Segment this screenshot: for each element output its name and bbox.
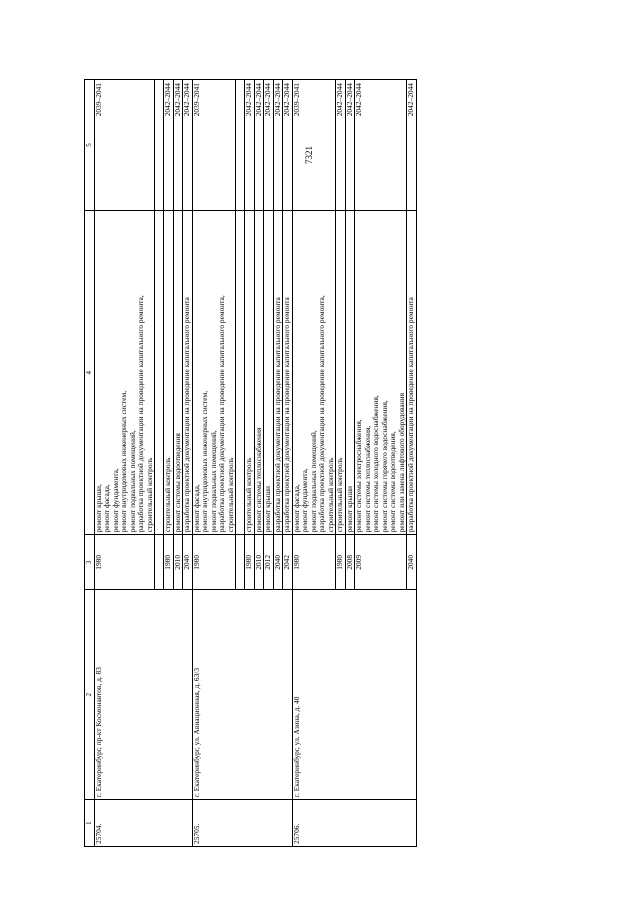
row-work: ремонт крыши, ремонт фасада, ремонт фундамента, ремонт внутридомовых инженерных систем, ремонт подвальных помещений, разработка проектной документации на проведение капитального ремонта, строительный контроль <box>94 211 155 535</box>
row-work: ремонт системы водоотведения <box>173 211 183 535</box>
row-period: 2042–2044 <box>254 80 264 211</box>
row-year: 1980 <box>192 535 236 590</box>
row-year: 2010 <box>173 535 183 590</box>
block-id: 25704. <box>94 800 192 847</box>
row-period: 2042–2044 <box>355 80 407 211</box>
row-year: 2040 <box>183 535 193 590</box>
header-cell: 2 <box>85 590 95 800</box>
header-row <box>85 80 95 847</box>
row-period: 2039–2041 <box>94 80 155 211</box>
row-work: разработка проектной документации на проведение капитального ремонта <box>273 211 283 535</box>
row-period: 2042–2044 <box>407 80 417 211</box>
row-work: строительный контроль <box>336 211 346 535</box>
row-period: 2042–2044 <box>245 80 255 211</box>
table-row <box>94 80 155 847</box>
row-period: 2042–2044 <box>183 80 193 211</box>
row-work: ремонт системы электроснабжения, ремонт системы теплоснабжения, ремонт системы холодного водоснабжения, ремонт системы горячего водоснабжения, ремонт системы водоотведения, ремонт или замена лифтового оборудования <box>355 211 407 535</box>
row-period: 2039–2041 <box>192 80 236 211</box>
row-year: 2010 <box>254 535 264 590</box>
row-work: ремонт фасада, ремонт внутридомовых инженерных систем, ремонт подвальных помещений, разработка проектной документации на проведение капитального ремонта, строительный контроль <box>192 211 236 535</box>
header-cell: 5 <box>85 80 95 211</box>
block-address: г. Екатеринбург, пр-кт Космонавтов, д. 83 <box>94 590 192 800</box>
row-period: 2042–2044 <box>273 80 283 211</box>
table-row <box>192 80 236 847</box>
row-period: 2042–2044 <box>264 80 274 211</box>
row-work: строительный контроль <box>245 211 255 535</box>
row-year: 2040 <box>273 535 283 590</box>
row-year: 1980 <box>245 535 255 590</box>
row-work: разработка проектной документации на проведение капитального ремонта <box>407 211 417 535</box>
row-work: ремонт системы теплоснабжения <box>254 211 264 535</box>
row-year: 1980 <box>336 535 346 590</box>
table-row <box>292 80 336 847</box>
block-id: 25705. <box>192 800 292 847</box>
header-cell: 4 <box>85 211 95 535</box>
row-period: 2042–2044 <box>173 80 183 211</box>
row-year: 2040 <box>407 535 417 590</box>
rotated-page-content <box>84 79 586 847</box>
row-work: ремонт фасада, ремонт фундамента, ремонт подвальных помещений, разработка проектной документации на проведение капитального ремонта, строительный контроль <box>292 211 336 535</box>
row-year: 2008 <box>345 535 355 590</box>
table-body <box>94 80 416 847</box>
row-period: 2039–2041 <box>292 80 336 211</box>
row-period: 2042–2044 <box>336 80 346 211</box>
page-number: 7321 <box>304 146 314 164</box>
row-work: ремонт крыши <box>345 211 355 535</box>
block-address: г. Екатеринбург, ул. Авиационная, д. 63/3 <box>192 590 292 800</box>
row-year: 1980 <box>94 535 155 590</box>
row-work: разработка проектной документации на проведение капитального ремонта <box>183 211 193 535</box>
row-year: 1980 <box>292 535 336 590</box>
row-year: 2042 <box>283 535 293 590</box>
header-cell: 3 <box>85 535 95 590</box>
row-work: разработка проектной документации на проведение капитального ремонта <box>283 211 293 535</box>
row-year: 1980 <box>164 535 174 590</box>
row-year: 2012 <box>264 535 274 590</box>
row-period: 2042–2044 <box>283 80 293 211</box>
block-address: г. Екатеринбург, ул. Азина, д. 40 <box>292 590 416 800</box>
row-period: 2042–2044 <box>164 80 174 211</box>
row-work: строительный контроль <box>164 211 174 535</box>
block-id: 25706. <box>292 800 416 847</box>
row-work: ремонт крыши <box>264 211 274 535</box>
row-period: 2042–2044 <box>345 80 355 211</box>
row-year: 2009 <box>355 535 407 590</box>
header-cell: 1 <box>85 800 95 847</box>
capital-repair-table <box>84 79 417 847</box>
